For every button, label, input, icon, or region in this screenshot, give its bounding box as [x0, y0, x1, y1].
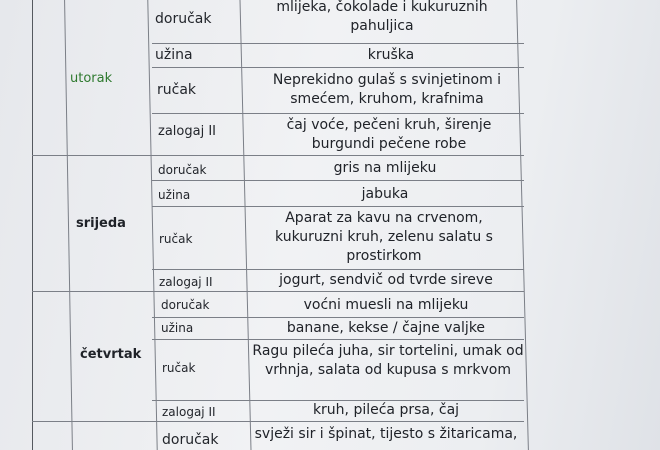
meal-label: užina — [158, 188, 191, 202]
food-cell: kruška — [367, 47, 415, 63]
food-cell: mlijeka, čokolade i kukuruznih pahuljica — [276, 0, 488, 34]
meal-label: užina — [161, 321, 194, 335]
meal-label: zalogaj II — [158, 124, 216, 139]
row-separator — [152, 269, 524, 270]
food-cell: banane, kekse / čajne valjke — [286, 320, 486, 336]
meal-label: ručak — [157, 82, 197, 98]
meal-label: doručak — [155, 11, 212, 27]
food-cell: Neprekidno gulaš s svinjetinom i smećem, kruhom, krafnima — [272, 72, 502, 107]
meal-label: užina — [155, 47, 193, 63]
day-label: četvrtak — [80, 347, 142, 362]
food-cell: Ragu pileća juha, sir tortelini, umak od vrhnja, salata od kupusa s mrkvom — [252, 343, 524, 378]
day-label: srijeda — [76, 216, 126, 231]
food-cell: voćni muesli na mlijeku — [303, 297, 469, 313]
meal-label: doručak — [161, 298, 210, 312]
meal-label: ručak — [162, 361, 196, 375]
day-separator — [32, 421, 524, 422]
row-separator — [152, 43, 524, 44]
food-cell: svježi sir i špinat, tijesto s žitaricama, — [254, 426, 518, 442]
meal-label: ručak — [159, 232, 193, 246]
food-cell: Aparat za kavu na crvenom, kukuruzni kruh, zelenu salatu s prostirkom — [275, 210, 493, 264]
food-cell: kruh, pileća prsa, čaj — [312, 402, 460, 418]
table-border-left — [32, 0, 33, 450]
row-separator — [152, 180, 524, 181]
meal-label: doručak — [158, 163, 207, 177]
meal-label: zalogaj II — [162, 405, 216, 419]
food-cell: čaj voće, pečeni kruh, širenje burgundi pečene robe — [286, 117, 492, 152]
food-cell: jogurt, sendvič od tvrde sireve — [279, 272, 493, 288]
day-separator — [32, 155, 524, 156]
food-cell: gris na mlijeku — [333, 160, 437, 176]
day-separator — [32, 291, 524, 292]
row-separator — [152, 113, 524, 114]
row-separator — [152, 339, 524, 340]
day-label: utorak — [70, 71, 113, 86]
meal-label: zalogaj II — [159, 275, 213, 289]
row-separator — [152, 206, 524, 207]
row-separator — [152, 67, 524, 68]
food-cell: jabuka — [361, 186, 409, 202]
meal-label: doručak — [162, 432, 219, 448]
column-divider-day — [64, 0, 73, 450]
row-separator — [152, 317, 524, 318]
